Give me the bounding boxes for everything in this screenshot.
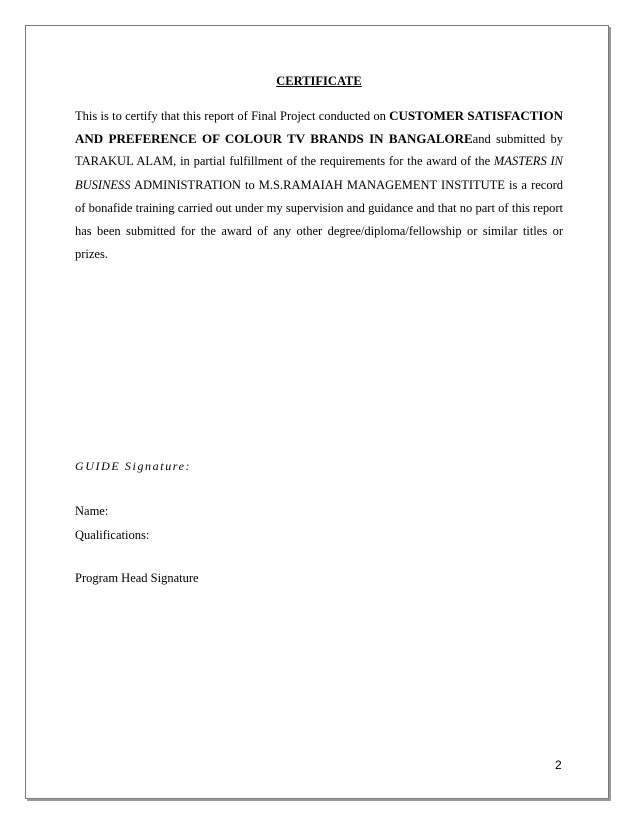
body-line (75, 243, 563, 266)
body-line (75, 220, 563, 243)
name-label: Name: (75, 504, 109, 518)
page-number: 2 (555, 758, 562, 772)
body-text-run: This is to certify that this report of Final Project conducted on (75, 109, 390, 123)
program-head-signature-label: Program Head Signature (75, 571, 199, 585)
body-text-run: TARAKUL ALAM, in partial fulfillment of the requirements for the award of the (75, 154, 494, 169)
body-line (75, 127, 563, 150)
guide-signature-label: GUIDE Signature: (75, 459, 192, 473)
certificate-title: CERTIFICATE (276, 74, 362, 88)
body-line (75, 197, 563, 220)
certificate-body (75, 104, 563, 266)
body-text-run: and submitted by (472, 132, 563, 147)
body-text-run: CUSTOMER SATISFACTION (389, 108, 563, 123)
body-text-run: prizes. (75, 247, 108, 262)
body-text-run: BUSINESS (75, 177, 131, 192)
body-text-run: has been submitted for the award of any other degree/diploma/fellowship or similar titles or (75, 223, 563, 238)
body-line (75, 104, 563, 127)
body-text-run: ADMINISTRATION to M.S.RAMAIAH MANAGEMENT INSTITUTE is a record (130, 177, 563, 192)
qualifications-label: Qualifications: (75, 528, 150, 542)
body-line (75, 174, 563, 197)
body-text-run: of bonafide training carried out under my supervision and guidance and that no part of this report (75, 200, 563, 215)
body-line (75, 150, 563, 173)
body-text-run: MASTERS IN (493, 154, 563, 169)
body-text-run: AND PREFERENCE OF COLOUR TV BRANDS IN BANGALORE (75, 131, 473, 147)
